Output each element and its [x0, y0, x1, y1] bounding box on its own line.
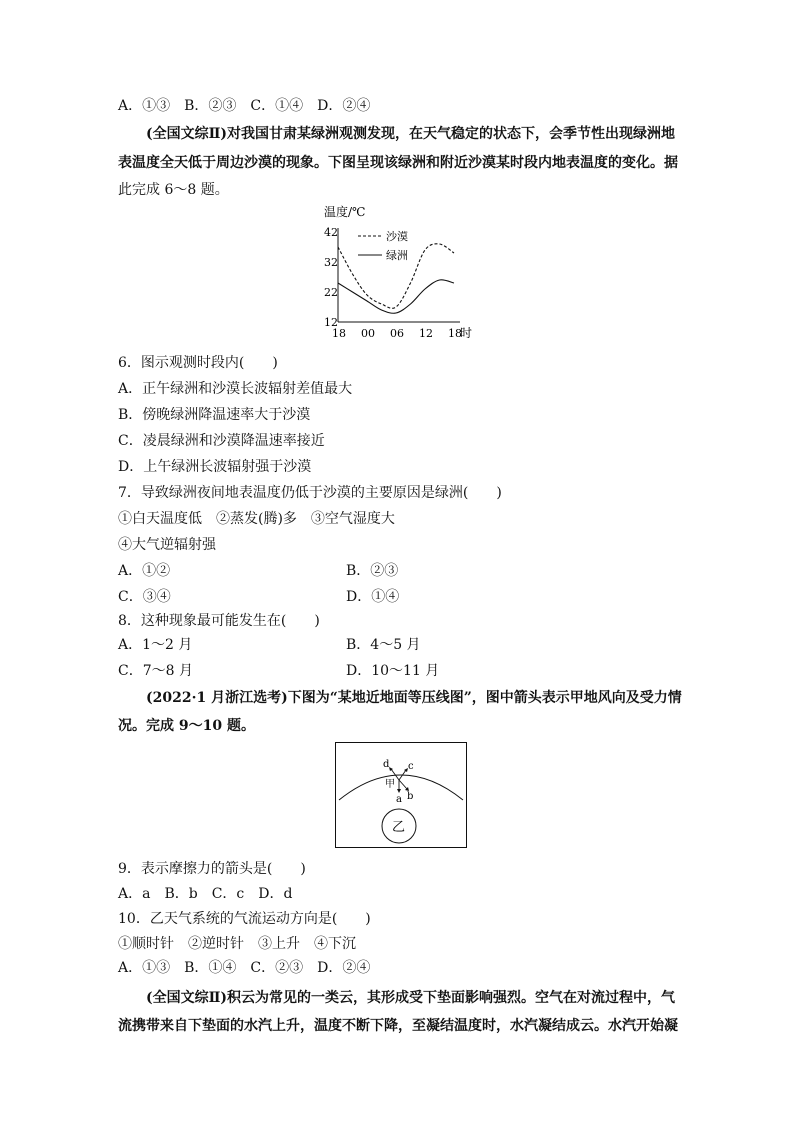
- q7-stem: 7．导致绿洲夜间地表温度仍低于沙漠的主要原因是绿洲( ): [118, 485, 502, 501]
- q7-option-a: A．①②: [118, 563, 171, 579]
- q9-options: A．a B．b C．c D．d: [118, 886, 293, 902]
- arrow-label-c: c: [408, 761, 414, 772]
- q6-option-d: D．上午绿洲长波辐射强于沙漠: [118, 459, 312, 475]
- x-tick-labels: [332, 327, 462, 340]
- x-tick-label: 18: [332, 327, 346, 340]
- arrow-label-b: b: [407, 791, 414, 802]
- arrow-b: [399, 780, 407, 789]
- x-tick-label: 00: [361, 327, 375, 340]
- q6-option-b: B．傍晚绿洲降温速率大于沙漠: [118, 407, 311, 423]
- arrowhead-a: [397, 789, 401, 793]
- q8-option-d: D．10～11 月: [346, 663, 440, 679]
- legend-label-oasis: 绿洲: [386, 249, 408, 262]
- q7-option-b: B．②③: [346, 563, 399, 579]
- arrow-label-a: a: [396, 794, 402, 805]
- q8-stem: 8．这种现象最可能发生在( ): [118, 613, 320, 629]
- center-label: 乙: [392, 820, 406, 835]
- isobar-figure: [335, 742, 467, 848]
- q9-stem: 9．表示摩擦力的箭头是( ): [118, 861, 306, 877]
- q10-stem: 10．乙天气系统的气流运动方向是( ): [118, 911, 371, 927]
- arrow-label-d: d: [383, 759, 390, 770]
- q6-option-c: C．凌晨绿洲和沙漠降温速率接近: [118, 433, 325, 449]
- legend-label-desert: 沙漠: [386, 230, 408, 243]
- y-tick-labels: [324, 226, 338, 329]
- chart-x-unit: 时: [460, 326, 473, 340]
- intro3-line1: (全国文综Ⅱ)积云为常见的一类云，其形成受下垫面影响强烈。空气在对流过程中，气: [146, 990, 676, 1006]
- y-tick-label: 32: [324, 256, 338, 269]
- y-tick-label: 12: [324, 316, 338, 329]
- point-label: 甲: [385, 779, 395, 790]
- q7-items-1: ①白天温度低 ②蒸发(腾)多 ③空气湿度大: [118, 511, 395, 527]
- intro1-line3: 此完成 6～8 题。: [118, 182, 229, 198]
- chart-ylabel: 温度/℃: [324, 205, 366, 219]
- q7-option-c: C．③④: [118, 589, 171, 605]
- q7-option-d: D．①④: [346, 589, 400, 605]
- intro2-line1: (2022·1 月浙江选考)下图为“某地近地面等压线图”，图中箭头表示甲地风向及受力情: [146, 690, 682, 706]
- q8-option-c: C．7～8 月: [118, 663, 193, 679]
- q10-options: A．①③ B．①④ C．②③ D．②④: [118, 960, 371, 976]
- x-tick-label: 12: [419, 327, 433, 340]
- temperature-chart: [316, 202, 492, 344]
- q6-stem: 6．图示观测时段内( ): [118, 355, 278, 371]
- y-tick-label: 22: [324, 286, 338, 299]
- series-line-oasis: [338, 280, 454, 313]
- intro1-line2: 表温度全天低于周边沙漠的现象。下图呈现该绿洲和附近沙漠某时段内地表温度的变化。据: [118, 155, 678, 171]
- q8-option-b: B．4～5 月: [346, 637, 421, 653]
- y-tick-label: 42: [324, 226, 338, 239]
- x-tick-label: 06: [390, 327, 404, 340]
- q7-items-2: ④大气逆辐射强: [118, 537, 216, 553]
- q6-option-a: A．正午绿洲和沙漠长波辐射差值最大: [118, 381, 353, 397]
- intro2-line2: 况。完成 9～10 题。: [118, 718, 255, 734]
- chart-legend: [358, 229, 408, 262]
- intro1-line1: (全国文综Ⅱ)对我国甘肃某绿洲观测发现，在天气稳定的状态下，会季节性出现绿洲地: [146, 126, 676, 142]
- q10-items: ①顺时针 ②逆时针 ③上升 ④下沉: [118, 936, 356, 952]
- q5-options: A．①③ B．②③ C．①④ D．②④: [118, 98, 371, 114]
- x-tick-label: 18: [448, 327, 462, 340]
- intro3-line2: 流携带来自下垫面的水汽上升，温度不断下降，至凝结温度时，水汽凝结成云。水汽开始凝: [118, 1018, 678, 1034]
- q8-option-a: A．1～2 月: [118, 637, 193, 653]
